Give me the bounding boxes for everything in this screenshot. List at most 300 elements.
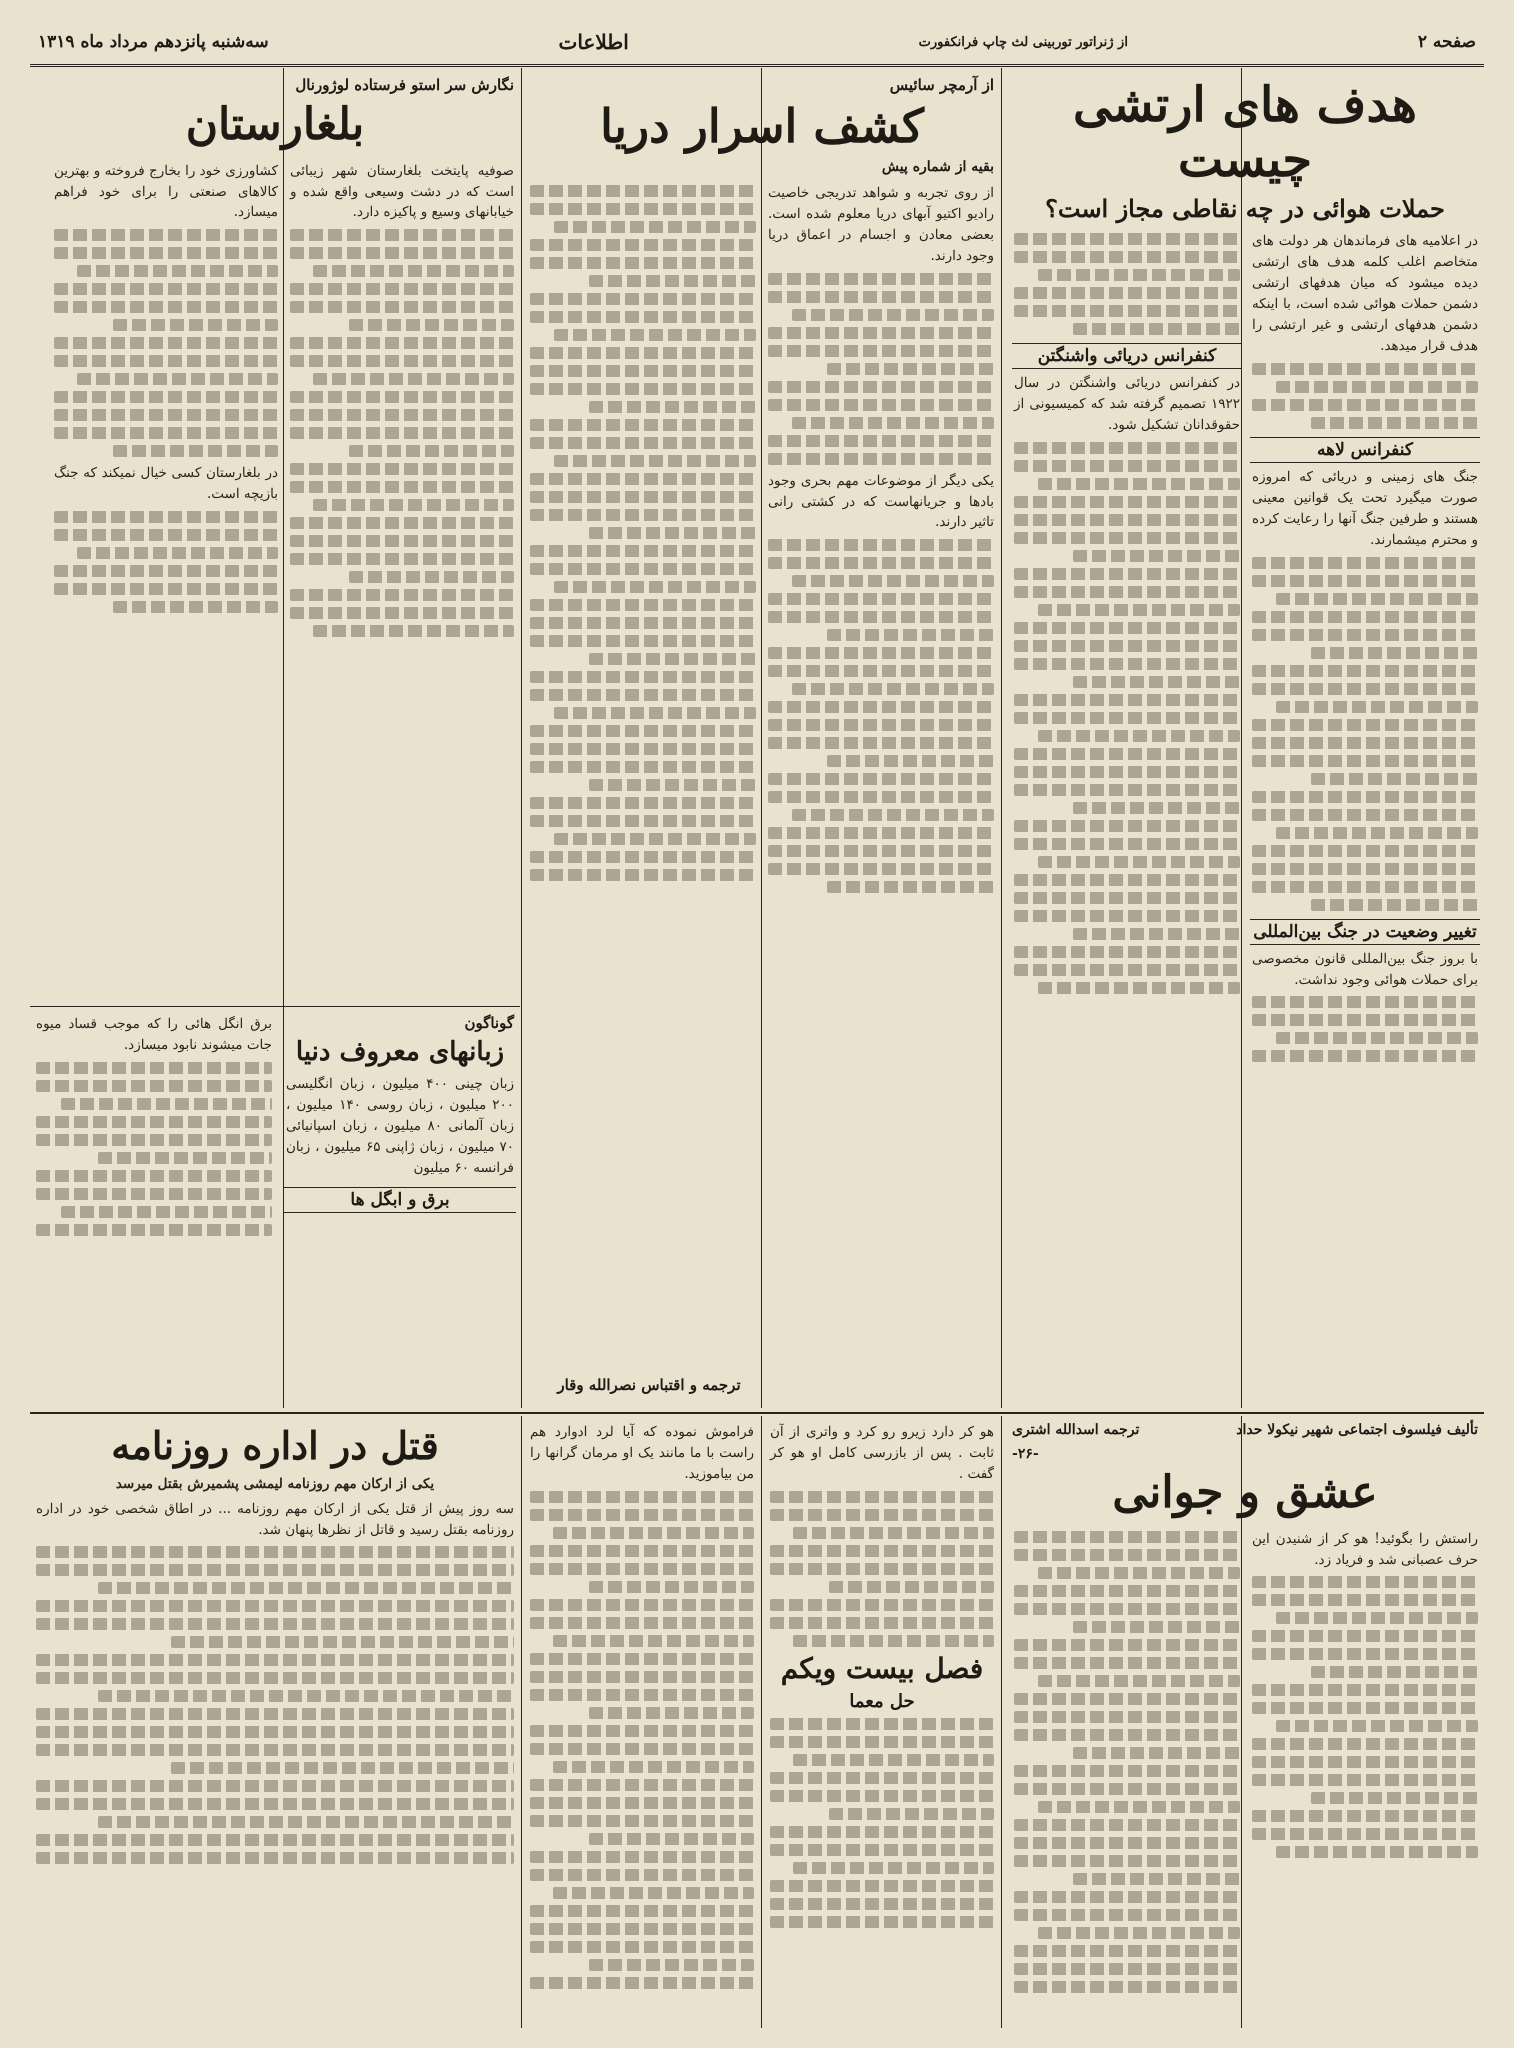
text-line: [530, 239, 756, 251]
text-line: [1311, 1792, 1478, 1804]
issue-date: سه‌شنبه پانزدهم مرداد ماه ۱۳۱۹: [38, 32, 269, 52]
text-line: [1073, 1621, 1240, 1633]
page-number: صفحه ۲: [1417, 32, 1476, 52]
text-line: [770, 1563, 994, 1575]
text-line: [1252, 1050, 1478, 1062]
text-line: [1014, 1891, 1240, 1903]
text-line: [113, 601, 278, 613]
text-line: [530, 545, 756, 557]
text-line: [36, 1654, 514, 1666]
text-line: [1252, 1702, 1478, 1714]
text-line: [530, 185, 756, 197]
text-line: [290, 283, 514, 295]
text-line: [54, 247, 278, 259]
text-line: [1014, 784, 1240, 796]
text-line: [768, 863, 994, 875]
text-line: [530, 1923, 754, 1935]
text-line: [530, 689, 756, 701]
text-line: [770, 1509, 994, 1521]
text-line: [1014, 640, 1240, 652]
text-line: [290, 589, 514, 601]
text-line: [1276, 1720, 1478, 1732]
text-line: [349, 445, 514, 457]
text-line: [829, 1581, 994, 1593]
text-line: [1014, 1639, 1240, 1651]
article-kicker: نگارش سر استو فرستاده لوژورنال: [295, 76, 514, 94]
text-line: [530, 293, 756, 305]
text-line: [768, 381, 994, 393]
text-line: [792, 809, 994, 821]
text-line: [1252, 1594, 1478, 1606]
text-line: [1252, 1738, 1478, 1750]
text-line: [554, 707, 756, 719]
article-text: صوفیه پایتخت بلغارستان شهر زیبائی است که در دشت وسیعی واقع شده و خیابانهای وسیع و پاکیزه دارد.: [290, 162, 514, 221]
text-line: [827, 881, 994, 893]
text-line: [36, 1546, 514, 1558]
text-line: [768, 647, 994, 659]
print-note: از ژنراتور توربینی لث چاپ فرانکفورت: [918, 34, 1128, 50]
text-line: [36, 1564, 514, 1576]
text-line: [530, 1545, 754, 1557]
text-line: [530, 1671, 754, 1683]
text-line: [1014, 442, 1240, 454]
subheadline: حملات هوائی در چه نقاطی مجاز است؟: [1045, 194, 1445, 224]
text-line: [1014, 460, 1240, 472]
text-line: [1252, 845, 1478, 857]
text-line: [530, 1869, 754, 1881]
text-line: [1073, 1747, 1240, 1759]
text-line: [589, 527, 756, 539]
text-line: [530, 869, 756, 881]
text-line: [36, 1224, 272, 1236]
text-line: [530, 1779, 754, 1791]
text-line: [1276, 827, 1478, 839]
text-line: [36, 1852, 514, 1864]
text-line: [1014, 1603, 1240, 1615]
text-line: [768, 557, 994, 569]
article-text: یکی دیگر از موضوعات مهم بحری وجود بادها و جریانهاست که در کشتی رانی تاثیر دارند.: [768, 472, 994, 531]
text-line: [530, 1617, 754, 1629]
text-line: [1252, 1756, 1478, 1768]
text-line: [530, 599, 756, 611]
text-line: [61, 1098, 272, 1110]
text-line: [827, 629, 994, 641]
text-line: [1014, 233, 1240, 245]
text-line: [1252, 575, 1478, 587]
text-line: [1073, 1873, 1240, 1885]
text-line: [589, 779, 756, 791]
text-line: [36, 1744, 514, 1756]
text-line: [349, 319, 514, 331]
text-line: [36, 1134, 272, 1146]
article-lead: یکی از ارکان مهم روزنامه لیمشی پشمیرش بقتل میرسد: [115, 1475, 435, 1492]
article-divider: [30, 1006, 520, 1007]
article-text: هو کر دارد زیرو رو کرد و واتری از آن ثابت . پس از بازرسی کامل او هو کر گفت .: [770, 1424, 994, 1482]
headline: عشق و جوانی: [1112, 1467, 1378, 1518]
text-line: [1252, 755, 1478, 767]
text-line: [1014, 838, 1240, 850]
text-line: [1014, 1981, 1240, 1993]
text-line: [1276, 593, 1478, 605]
text-line: [290, 409, 514, 421]
text-line: [171, 1636, 514, 1648]
text-line: [768, 435, 994, 447]
text-line: [54, 283, 278, 295]
text-line: [553, 1761, 754, 1773]
text-line: [1014, 622, 1240, 634]
serial-continuation: [524, 1418, 760, 2026]
text-line: [98, 1690, 515, 1702]
section-text: جنگ های زمینی و دریائی که امروزه صورت میگیرد تحت یک قوانین معینی هستند و طرفین جنگ آنها را رعایت کرده و محترم میشمارند.: [1252, 468, 1478, 548]
chapter-subheading: حل معما: [849, 1690, 915, 1712]
text-line: [1252, 629, 1478, 641]
text-line: [530, 491, 756, 503]
text-line: [770, 1898, 994, 1910]
text-line: [530, 509, 756, 521]
text-line: [1252, 809, 1478, 821]
text-line: [1073, 928, 1240, 940]
text-line: [530, 1977, 754, 1989]
text-line: [1014, 1819, 1240, 1831]
serial-chapter: [764, 1418, 1000, 2026]
text-line: [1252, 737, 1478, 749]
text-line: [36, 1798, 514, 1810]
text-line: [290, 229, 514, 241]
section-text: در کنفرانس دریائی واشنگتن در سال ۱۹۲۲ تصمیم گرفته شد که کمیسیونی از حقوقدانان تشکیل شود.: [1014, 375, 1240, 434]
text-line: [768, 665, 994, 677]
text-line: [98, 1152, 272, 1164]
text-line: [1014, 1945, 1240, 1957]
text-line: [1252, 1684, 1478, 1696]
text-line: [1311, 1666, 1478, 1678]
text-line: [54, 529, 278, 541]
text-line: [290, 391, 514, 403]
text-line: [770, 1844, 994, 1856]
text-line: [1252, 363, 1478, 375]
text-line: [768, 611, 994, 623]
text-line: [349, 571, 514, 583]
text-line: [530, 365, 756, 377]
text-line: [1038, 1927, 1240, 1939]
headline: بلغارستان: [185, 99, 365, 150]
text-line: [530, 725, 756, 737]
translator-credit: ترجمه اسدالله اشتری: [1012, 1422, 1140, 1438]
text-line: [1014, 514, 1240, 526]
text-line: [770, 1790, 994, 1802]
text-line: [530, 347, 756, 359]
text-line: [290, 553, 514, 565]
text-line: [768, 291, 994, 303]
column-rule: [1001, 1416, 1002, 2028]
text-line: [768, 593, 994, 605]
text-line: [77, 265, 278, 277]
text-line: [1014, 820, 1240, 832]
text-line: [530, 671, 756, 683]
text-line: [530, 815, 756, 827]
text-line: [554, 455, 756, 467]
text-line: [1014, 1549, 1240, 1561]
section-heading: کنفرانس لاهه: [1250, 437, 1480, 463]
text-line: [36, 1672, 514, 1684]
text-line: [1014, 748, 1240, 760]
text-line: [113, 445, 278, 457]
text-line: [36, 1080, 272, 1092]
text-line: [54, 511, 278, 523]
text-line: [1014, 287, 1240, 299]
text-line: [553, 1635, 754, 1647]
column-rule: [1001, 68, 1002, 1408]
text-line: [1252, 557, 1478, 569]
text-line: [530, 851, 756, 863]
text-line: [113, 319, 278, 331]
text-line: [1014, 766, 1240, 778]
text-line: [530, 1689, 754, 1701]
column-rule: [521, 68, 522, 1408]
text-line: [792, 417, 994, 429]
text-line: [530, 1743, 754, 1755]
text-line: [1014, 1783, 1240, 1795]
text-line: [768, 327, 994, 339]
text-line: [1311, 899, 1478, 911]
text-line: [1014, 568, 1240, 580]
text-line: [1038, 1801, 1240, 1813]
text-line: [1014, 1963, 1240, 1975]
text-line: [1038, 856, 1240, 868]
text-line: [36, 1188, 272, 1200]
text-line: [1014, 251, 1240, 263]
text-line: [1073, 676, 1240, 688]
text-line: [530, 1509, 754, 1521]
text-line: [530, 1491, 754, 1503]
masthead: [30, 20, 1484, 67]
article-text: سه روز پیش از قتل یکی از ارکان مهم روزنامه ... در اطاق شخصی خود در اداره روزنامه بقتل رسید و قاتل از نظرها پنهان شد.: [36, 1500, 514, 1538]
text-line: [1252, 1014, 1478, 1026]
text-line: [793, 1527, 994, 1539]
text-line: [1073, 323, 1240, 335]
text-line: [1311, 773, 1478, 785]
text-line: [36, 1170, 272, 1182]
text-line: [290, 517, 514, 529]
text-line: [792, 309, 994, 321]
headline: هدف های ارتشی چیست: [1073, 77, 1417, 189]
text-line: [530, 1905, 754, 1917]
text-line: [530, 473, 756, 485]
text-line: [530, 257, 756, 269]
text-line: [1014, 1729, 1240, 1741]
text-line: [554, 581, 756, 593]
text-line: [54, 337, 278, 349]
text-line: [290, 463, 514, 475]
text-line: [589, 1833, 754, 1845]
text-line: [1038, 1675, 1240, 1687]
text-line: [98, 1816, 515, 1828]
article-text: کشاورزی خود را بخارج فروخته و بهترین کالاهای صنعتی را برای خود فراهم میسازد.: [53, 162, 278, 221]
article-text: فراموش نموده که آیا لرد ادوارد هم راست با ما مانند یک او مرمان گرانها را من بیاموزید.: [530, 1424, 754, 1482]
text-line: [530, 383, 756, 395]
text-line: [1014, 1837, 1240, 1849]
text-line: [313, 625, 514, 637]
text-line: [530, 1815, 754, 1827]
text-line: [829, 1808, 994, 1820]
text-line: [530, 1797, 754, 1809]
text-line: [1073, 550, 1240, 562]
text-line: [768, 791, 994, 803]
text-line: [54, 565, 278, 577]
text-line: [793, 1635, 994, 1647]
text-line: [1014, 712, 1240, 724]
text-line: [770, 1916, 994, 1928]
text-line: [530, 1599, 754, 1611]
text-line: [290, 247, 514, 259]
text-line: [290, 607, 514, 619]
chapter-heading: فصل بیست ویکم: [780, 1651, 984, 1685]
text-line: [530, 1725, 754, 1737]
section-divider: [30, 1412, 1484, 1414]
text-line: [171, 1762, 514, 1774]
text-line: [768, 453, 994, 465]
article-text: در بلغارستان کسی خیال نمیکند که جنگ بازیچه است.: [54, 465, 278, 503]
text-line: [1014, 586, 1240, 598]
text-line: [54, 301, 278, 313]
text-line: [290, 535, 514, 547]
text-line: [1276, 1846, 1478, 1858]
text-line: [1014, 874, 1240, 886]
text-line: [61, 1206, 272, 1218]
text-line: [768, 399, 994, 411]
text-line: [54, 583, 278, 595]
text-line: [770, 1545, 994, 1557]
text-line: [768, 701, 994, 713]
text-line: [530, 419, 756, 431]
text-line: [1014, 496, 1240, 508]
text-line: [554, 833, 756, 845]
text-line: [1014, 910, 1240, 922]
text-line: [1014, 964, 1240, 976]
text-line: [36, 1062, 272, 1074]
paper-name: اطلاعات: [558, 30, 629, 54]
text-line: [36, 1780, 514, 1792]
text-line: [1252, 665, 1478, 677]
text-line: [290, 427, 514, 439]
headline: قتل در اداره روزنامه: [111, 1423, 439, 1468]
text-line: [1252, 1630, 1478, 1642]
text-line: [827, 363, 994, 375]
text-line: [77, 547, 278, 559]
text-line: [1014, 694, 1240, 706]
text-line: [770, 1718, 994, 1730]
text-line: [1014, 1855, 1240, 1867]
text-line: [1038, 478, 1240, 490]
article-text: برق انگل هائی را که موجب قساد میوه جات میشوند نابود میسازد.: [36, 1016, 272, 1053]
text-line: [54, 409, 278, 421]
text-line: [36, 1600, 514, 1612]
text-line: [313, 373, 514, 385]
text-line: [1014, 892, 1240, 904]
text-line: [1276, 381, 1478, 393]
text-line: [768, 827, 994, 839]
text-line: [1014, 532, 1240, 544]
text-line: [589, 1581, 754, 1593]
article-newspaper-murder: [30, 1418, 520, 2026]
text-line: [290, 337, 514, 349]
text-line: [1073, 802, 1240, 814]
text-line: [1014, 1693, 1240, 1705]
text-line: [530, 761, 756, 773]
text-line: [554, 329, 756, 341]
text-line: [793, 1862, 994, 1874]
text-line: [589, 1707, 754, 1719]
text-line: [530, 743, 756, 755]
column-rule: [521, 1416, 522, 2028]
article-kicker: از آرمچر سائیس: [889, 76, 994, 94]
text-line: [36, 1834, 514, 1846]
article-text: راستش را بگوئید! هو کر از شنیدن این حرف عصبانی شد و فریاد زد.: [1252, 1530, 1478, 1568]
text-line: [770, 1617, 994, 1629]
article-bulgaria: [30, 72, 520, 1002]
section-heading: برق و ابگل ها: [284, 1187, 516, 1213]
text-line: [530, 797, 756, 809]
text-line: [54, 229, 278, 241]
continued-note: بقیه از شماره پیش: [881, 158, 994, 175]
text-line: [1038, 730, 1240, 742]
section-heading: کنفرانس دریائی واشنگتن: [1012, 343, 1242, 369]
text-line: [554, 221, 756, 233]
article-sea-secrets: [524, 72, 1000, 1406]
text-line: [770, 1772, 994, 1784]
text-line: [530, 1851, 754, 1863]
article-lead: در اعلامیه های فرماندهان هر دولت های متخاصم اغلب کلمه هدف های ارتشی دیده میشود که میان هدفهای ارتشی دشمن حملات هوائی شده است، با اینکه دشمن هدفهای ارتشی و غیر ارتشی را هدف قرار میدهد.: [1252, 233, 1478, 354]
text-line: [589, 653, 756, 665]
article-kicker: گوناگون: [464, 1014, 514, 1032]
text-line: [1014, 305, 1240, 317]
text-line: [770, 1826, 994, 1838]
text-line: [1014, 1765, 1240, 1777]
text-line: [589, 401, 756, 413]
episode-number: -۲۶-: [1012, 1446, 1039, 1462]
article-military-targets: [1006, 72, 1484, 1406]
headline: زبانهای معروف دنیا: [295, 1037, 505, 1067]
text-line: [1252, 719, 1478, 731]
text-line: [1014, 946, 1240, 958]
text-line: [768, 845, 994, 857]
author-credit: تألیف فیلسوف اجتماعی شهیر نیکولا حداد: [1236, 1422, 1478, 1438]
text-line: [36, 1726, 514, 1738]
text-line: [530, 203, 756, 215]
text-line: [290, 301, 514, 313]
text-line: [1252, 863, 1478, 875]
text-line: [1276, 1032, 1478, 1044]
text-line: [1014, 658, 1240, 670]
text-line: [770, 1599, 994, 1611]
text-line: [1014, 1711, 1240, 1723]
text-line: [1038, 982, 1240, 994]
text-line: [1014, 1531, 1240, 1543]
text-line: [768, 773, 994, 785]
text-line: [77, 373, 278, 385]
text-line: [290, 355, 514, 367]
text-line: [827, 755, 994, 767]
text-line: [792, 575, 994, 587]
text-line: [768, 539, 994, 551]
text-line: [54, 355, 278, 367]
text-line: [1252, 683, 1478, 695]
text-line: [1252, 1828, 1478, 1840]
text-line: [793, 1754, 994, 1766]
serial-love-youth: [1006, 1418, 1484, 2026]
text-line: [1252, 996, 1478, 1008]
text-line: [313, 265, 514, 277]
text-line: [1252, 881, 1478, 893]
